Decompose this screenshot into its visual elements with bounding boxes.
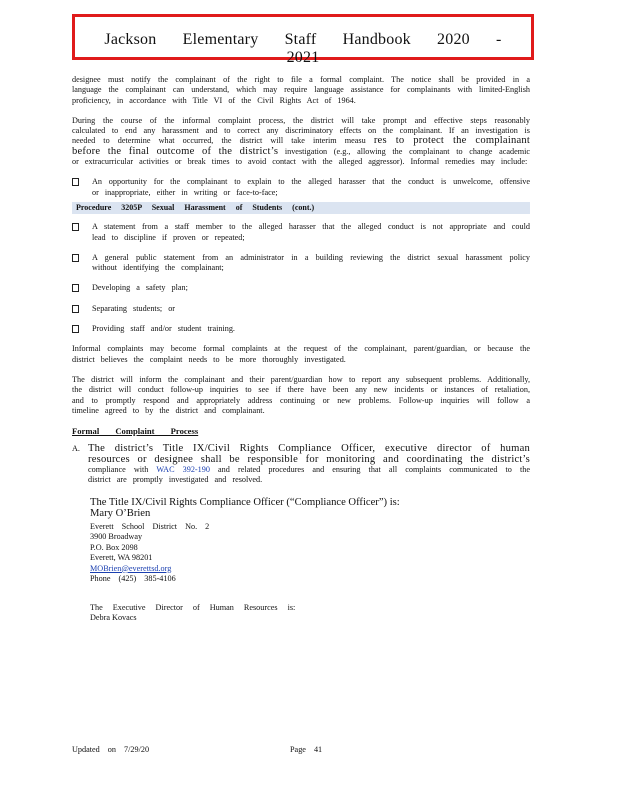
list-item-text: A statement from a staff member to the alleged harasser that the alleged conduct is not appropriate and could lead to discipline if proven or repeated; (92, 222, 530, 242)
address-line: Everett, WA 98201 (90, 553, 153, 563)
compliance-officer-heading: The Title IX/Civil Rights Compliance Officer (“Compliance Officer”) is: (90, 496, 400, 508)
list-item (72, 177, 530, 198)
address-line: Everett School District No. 2 (90, 521, 210, 531)
compliance-officer-name: Mary O’Brien (90, 508, 151, 520)
compliance-officer-block (72, 498, 530, 624)
paragraph-followup: The district will inform the complainant and their parent/guardian how to report any subsequent problems. Additionally, the district will conduct follow-up inquiries to see if there have been any new incidents or instances of retaliation, and to promptly respond and appropriately address continuing or new problems. Follow-up inquiries will follow a timeline agreed to by the district and complainant. (72, 374, 530, 415)
section-title-formal-complaint: Formal Complaint Process (72, 426, 199, 437)
checkbox-bullet-icon (72, 325, 79, 333)
list-item-a-big-text: The district’s Title IX/Civil Rights Compliance Officer, executive director of human resources or designee shall be responsible for monitoring and coordinating the district’s (88, 443, 530, 465)
list-item (72, 324, 530, 334)
header-box (72, 14, 534, 66)
page-footer (72, 745, 372, 754)
wac-link[interactable]: WAC 392-190 (156, 465, 210, 475)
list-item-text: An opportunity for the complainant to explain to the alleged harasser that the conduct is unwelcome, offensive or inappropriate, either in writing or face-to-face; (92, 177, 530, 197)
checkbox-bullet-icon (72, 284, 79, 292)
list-item (72, 304, 530, 314)
address-line: 3900 Broadway (90, 532, 143, 542)
hr-director-name: Debra Kovacs (90, 613, 137, 623)
footer-page-number: Page 41 (290, 745, 323, 754)
list-item-text: A general public statement from an administrator in a building reviewing the district sexual harassment policy without identifying the complainant; (92, 252, 530, 273)
list-item (72, 253, 530, 274)
list-item-a-text-part-2: and related procedures and ensuring that all complaints communicated to the district are promptly investigated and resolved. (88, 465, 531, 485)
paragraph-informal-process (72, 116, 530, 167)
checkbox-bullet-icon (72, 178, 79, 186)
paragraph-informal-to-formal: Informal complaints may become formal complaints at the request of the complainant, parent/guardian, or because the district believes the complaint needs to be more thoroughly investigated. (72, 344, 530, 364)
hr-director-heading: The Executive Director of Human Resources is: (90, 602, 296, 612)
list-item-a (72, 444, 530, 485)
footer-updated-date: Updated on 7/29/20 (72, 745, 150, 754)
compliance-officer-email-link[interactable]: MOBrien@everettsd.org (90, 563, 172, 573)
address-line: P.O. Box 2098 (90, 542, 138, 552)
list-item-label: A. (72, 444, 80, 454)
paragraph-informal-part-1: During the course of the informal complaint process, the district will take prompt and effective steps reasonably calculated to end any harassment and to correct any discriminatory effects on the complainant. If an investigation is needed to determine what occurred, the district will take interim measu (72, 115, 530, 146)
checkbox-bullet-icon (72, 254, 79, 262)
handbook-title: Jackson Elementary Staff Handbook 2020 - 2021 (104, 31, 502, 66)
list-item-text: Developing a safety plan; (92, 283, 188, 293)
list-item (72, 283, 530, 293)
paragraph-informal-part-3: investigation (e.g., allowing the complainant to change academic or extracurricular activities or break times to avoid contact with the alleged aggressor). Informal remedies may include: (72, 146, 530, 167)
paragraph-informal-part-2: res to protect the complainant before the final outcome of the district’s (72, 135, 530, 157)
paragraph-notify: designee must notify the complainant of the right to file a formal complaint. The notice shall be provided in a language the complainant can understand, which may require language assistance for complainants with limited-English proficiency, in accordance with Title VI of the Civil Rights Act of 1964. (72, 75, 530, 105)
procedure-band: Procedure 3205P Sexual Harassment of Students (cont.) (72, 202, 530, 214)
list-item (72, 222, 530, 243)
list-item-text: Providing staff and/or student training. (92, 324, 235, 334)
compliance-officer-phone: Phone (425) 385-4106 (90, 574, 176, 584)
list-item-a-text (88, 444, 530, 485)
checkbox-bullet-icon (72, 223, 79, 231)
list-item-a-text-part-1: compliance with (88, 465, 149, 475)
list-item-text: Separating students; or (92, 303, 176, 313)
document-body (72, 75, 530, 624)
checkbox-bullet-icon (72, 305, 79, 313)
